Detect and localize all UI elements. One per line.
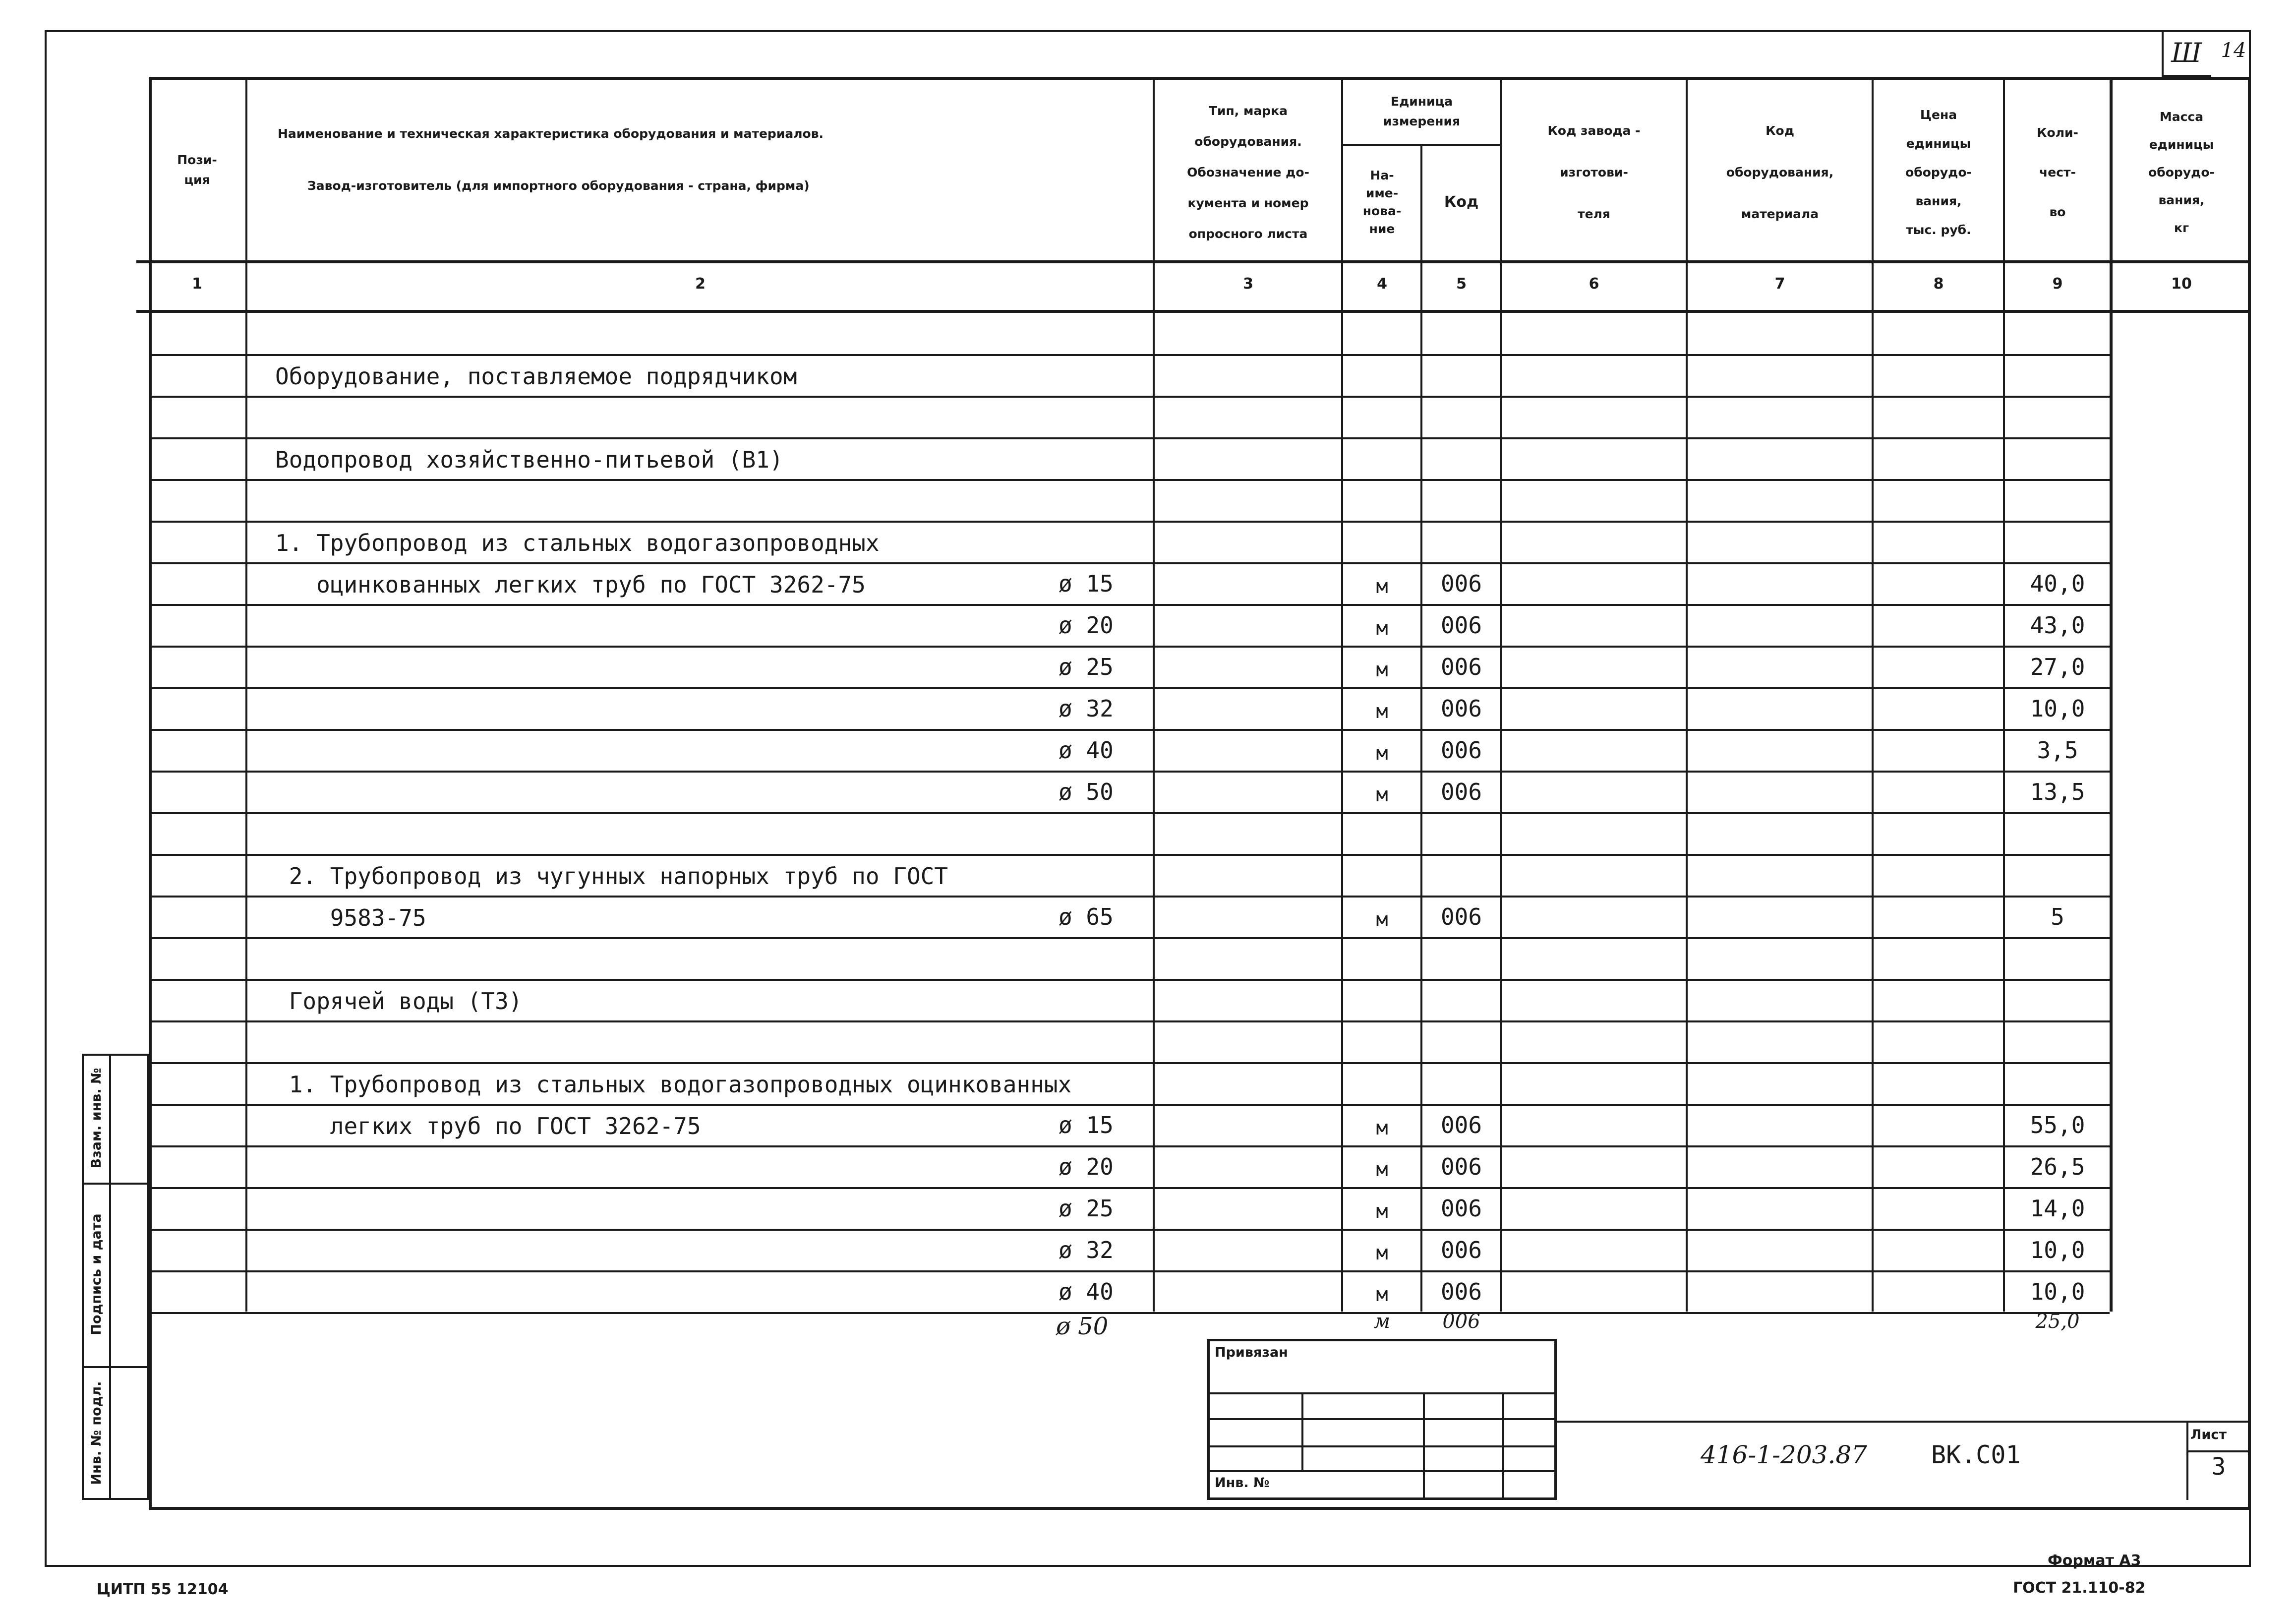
row-quantity: 40,0 bbox=[2030, 570, 2085, 597]
row-quantity: 5 bbox=[2051, 903, 2064, 930]
row-line bbox=[149, 1104, 2110, 1106]
row-name: Оборудование, поставляемое подрядчиком bbox=[275, 363, 797, 390]
row-unit: м bbox=[1376, 1200, 1388, 1223]
row-name: Водопровод хозяйственно-питьевой (В1) bbox=[275, 446, 783, 473]
header-unit-code: Код bbox=[1444, 193, 1479, 211]
footer-left: ЦИТП 55 12104 bbox=[97, 1581, 229, 1598]
row-name: оцинкованных легких труб по ГОСТ 3262-75 bbox=[275, 571, 866, 598]
row-quantity: 43,0 bbox=[2030, 612, 2085, 639]
footer-format: Формат А3 bbox=[2048, 1552, 2141, 1569]
stamp-line bbox=[1207, 1392, 1557, 1394]
row-name: 1. Трубопровод из стальных водогазопроводных bbox=[275, 530, 880, 556]
stamp-privyazan-label: Привязан bbox=[1215, 1345, 1288, 1360]
row-unit: м bbox=[1376, 742, 1388, 765]
header-unit: Единица измерения bbox=[1383, 94, 1461, 128]
col-divider bbox=[1420, 144, 1422, 1312]
header-name-line2: Завод-изготовитель (для импортного оборудования - страна, фирма) bbox=[307, 179, 810, 193]
stamp-line bbox=[1207, 1445, 1557, 1447]
row-line bbox=[149, 729, 2110, 731]
row-line bbox=[149, 1020, 2110, 1022]
side-label-podpis: Подпись и дата bbox=[89, 1213, 104, 1335]
corner-page-number: 14 bbox=[2221, 39, 2246, 62]
list-number: 3 bbox=[2211, 1453, 2226, 1481]
document-code: 416-1-203.87 bbox=[1701, 1440, 1867, 1469]
row-line bbox=[149, 604, 2110, 606]
col-number: 9 bbox=[2052, 275, 2063, 293]
row-diameter: ø 32 bbox=[1059, 1237, 1114, 1263]
document-mark: ВК.С01 bbox=[1931, 1440, 2021, 1469]
row-diameter: ø 50 bbox=[1059, 778, 1114, 805]
col-number: 6 bbox=[1589, 275, 1599, 293]
row-unit: м bbox=[1376, 658, 1388, 681]
row-unit: м bbox=[1376, 783, 1388, 806]
row-name: 2. Трубопровод из чугунных напорных труб по ГОСТ bbox=[275, 863, 948, 890]
footer-gost: ГОСТ 21.110-82 bbox=[2013, 1579, 2146, 1597]
row-diameter: ø 25 bbox=[1059, 1195, 1114, 1222]
row-line bbox=[149, 896, 2110, 898]
stamp-vline bbox=[1423, 1392, 1425, 1500]
row-line bbox=[149, 521, 2110, 523]
header-position: Пози- ция bbox=[177, 152, 217, 187]
row-quantity: 10,0 bbox=[2030, 1237, 2085, 1263]
row-unit-code: 006 bbox=[1440, 778, 1482, 805]
stamp-line bbox=[1207, 1418, 1557, 1420]
row-name: легких труб по ГОСТ 3262-75 bbox=[275, 1113, 701, 1139]
row-unit-code: 006 bbox=[1440, 654, 1482, 680]
row-line bbox=[149, 1312, 2110, 1314]
row-line bbox=[149, 1229, 2110, 1231]
row-line bbox=[149, 1270, 2110, 1272]
row-diameter: ø 40 bbox=[1059, 737, 1114, 764]
header-unit-name: На- име- нова- ние bbox=[1362, 168, 1402, 236]
side-label-vzam: Взам. инв. № bbox=[89, 1068, 104, 1169]
unit-subheader-line bbox=[1341, 144, 1500, 146]
handwritten-quantity: 25,0 bbox=[2035, 1310, 2080, 1333]
row-quantity: 3,5 bbox=[2037, 737, 2078, 764]
row-unit: м bbox=[1376, 908, 1388, 931]
col-number: 4 bbox=[1377, 275, 1387, 293]
row-quantity: 10,0 bbox=[2030, 695, 2085, 722]
row-quantity: 14,0 bbox=[2030, 1195, 2085, 1222]
row-line bbox=[149, 854, 2110, 856]
side-label-inv-podl: Инв. № подл. bbox=[89, 1381, 104, 1485]
row-line bbox=[149, 771, 2110, 773]
row-unit: м bbox=[1376, 1283, 1388, 1306]
col-number: 7 bbox=[1774, 275, 1785, 293]
header-plant-code: Код завода - изготови- теля bbox=[1547, 123, 1641, 221]
row-unit: м bbox=[1376, 700, 1388, 723]
col-number: 2 bbox=[695, 275, 706, 293]
row-diameter: ø 32 bbox=[1059, 695, 1114, 722]
row-quantity: 10,0 bbox=[2030, 1278, 2085, 1305]
row-line bbox=[149, 396, 2110, 398]
handwritten-code: 006 bbox=[1442, 1310, 1480, 1333]
row-name: Горячей воды (Т3) bbox=[275, 988, 523, 1015]
stamp-vline bbox=[1301, 1392, 1303, 1470]
row-line bbox=[149, 1062, 2110, 1064]
row-diameter: ø 15 bbox=[1059, 570, 1114, 597]
header-equipment-code: Код оборудования, материала bbox=[1726, 123, 1834, 221]
row-quantity: 13,5 bbox=[2030, 778, 2085, 805]
row-unit: м bbox=[1376, 1158, 1388, 1181]
row-unit: м bbox=[1376, 575, 1388, 598]
list-label: Лист bbox=[2190, 1427, 2227, 1442]
row-unit-code: 006 bbox=[1440, 612, 1482, 639]
row-unit-code: 006 bbox=[1440, 737, 1482, 764]
row-line bbox=[149, 687, 2110, 689]
stamp-line bbox=[1207, 1470, 1557, 1472]
row-unit-code: 006 bbox=[1440, 570, 1482, 597]
row-line bbox=[149, 479, 2110, 481]
row-line bbox=[149, 437, 2110, 439]
row-line bbox=[149, 354, 2110, 356]
row-quantity: 27,0 bbox=[2030, 654, 2085, 680]
handwritten-unit: м bbox=[1373, 1310, 1391, 1333]
header-type: Тип, марка оборудования. Обозначение до- кумента и номер опросного листа bbox=[1187, 103, 1309, 241]
row-line bbox=[149, 562, 2110, 564]
row-unit-code: 006 bbox=[1440, 903, 1482, 930]
row-diameter: ø 20 bbox=[1059, 1153, 1114, 1180]
header-bottom-line bbox=[136, 260, 2251, 263]
row-diameter: ø 65 bbox=[1059, 903, 1114, 930]
row-diameter: ø 20 bbox=[1059, 612, 1114, 639]
stamp-vline bbox=[1502, 1392, 1504, 1500]
header-mass: Масса единицы оборудо- вания, кг bbox=[2148, 109, 2215, 235]
row-line bbox=[149, 937, 2110, 939]
col-number: 10 bbox=[2171, 275, 2192, 293]
header-price: Цена единицы оборудо- вания, тыс. руб. bbox=[1905, 107, 1972, 237]
col-number: 8 bbox=[1933, 275, 1944, 293]
row-unit-code: 006 bbox=[1440, 1112, 1482, 1138]
corner-mark: Ш bbox=[2171, 37, 2202, 68]
row-unit: м bbox=[1376, 1117, 1388, 1139]
row-name: 1. Трубопровод из стальных водогазопроводных оцинкованных bbox=[275, 1071, 1072, 1098]
row-quantity: 55,0 bbox=[2030, 1112, 2085, 1138]
col-number: 1 bbox=[192, 275, 202, 293]
col-number: 3 bbox=[1243, 275, 1253, 293]
list-box-line bbox=[2186, 1450, 2251, 1452]
row-diameter: ø 15 bbox=[1059, 1112, 1114, 1138]
row-line bbox=[149, 1145, 2110, 1147]
row-unit: м bbox=[1376, 617, 1388, 640]
row-unit-code: 006 bbox=[1440, 1237, 1482, 1263]
row-unit-code: 006 bbox=[1440, 1278, 1482, 1305]
row-diameter: ø 40 bbox=[1059, 1278, 1114, 1305]
title-block-top bbox=[1557, 1421, 2251, 1423]
header-name-line1: Наименование и техническая характеристика оборудования и материалов. bbox=[278, 126, 824, 141]
number-row-bottom-line bbox=[136, 310, 2251, 313]
handwritten-diameter: ø 50 bbox=[1056, 1313, 1109, 1340]
header-quantity: Коли- чест- во bbox=[2037, 125, 2078, 219]
row-unit-code: 006 bbox=[1440, 1153, 1482, 1180]
stamp-inv-label: Инв. № bbox=[1215, 1475, 1270, 1491]
row-line bbox=[149, 1187, 2110, 1189]
row-unit-code: 006 bbox=[1440, 695, 1482, 722]
row-unit: м bbox=[1376, 1242, 1388, 1264]
row-name: 9583-75 bbox=[275, 904, 426, 931]
side-strip-divider bbox=[109, 1054, 111, 1500]
row-diameter: ø 25 bbox=[1059, 654, 1114, 680]
row-unit-code: 006 bbox=[1440, 1195, 1482, 1222]
row-quantity: 26,5 bbox=[2030, 1153, 2085, 1180]
row-line bbox=[149, 646, 2110, 648]
col-number: 5 bbox=[1456, 275, 1467, 293]
row-line bbox=[149, 812, 2110, 814]
row-line bbox=[149, 979, 2110, 981]
